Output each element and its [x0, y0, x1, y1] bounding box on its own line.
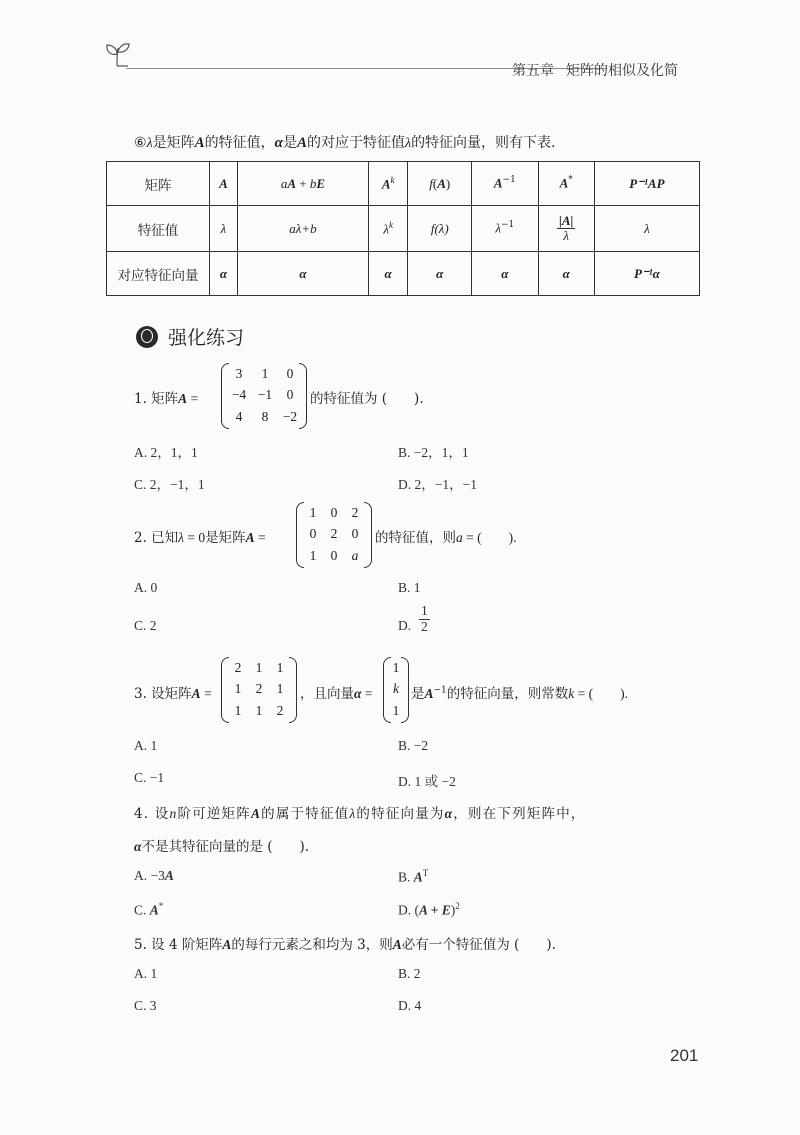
table-cell: f(λ) [408, 206, 472, 252]
option-d-fraction: $\frac{1}{2}$ [421, 603, 428, 634]
table-cell: aλ+b [238, 206, 369, 252]
question-3: 3. 设矩阵A = [134, 686, 212, 702]
intro-text: 的对应于特征值 [306, 135, 405, 151]
table-cell: A* [538, 162, 594, 206]
q1-matrix: 3 1 0 −4 −1 0 4 8 −2 [221, 363, 307, 429]
page-number: 201 [670, 1046, 699, 1065]
question-4-line1: 4. 设n阶可逆矩阵A的属于特征值λ的特征向量为α，则在下列矩阵中， [134, 806, 586, 822]
option-b: B. 1 [398, 580, 421, 595]
option-a: A. 1 [134, 966, 158, 981]
row-header: 特征值 [107, 206, 210, 252]
table-cell: α [538, 252, 594, 296]
table-cell: $A^k$ [368, 162, 408, 206]
matrix-symbol: A [296, 135, 307, 151]
option-a: A. −3A [134, 868, 174, 883]
question-3-tail: 是$A^{-1}$的特征向量，则常数k = ( ). [411, 685, 629, 702]
table-cell: $\lambda^k$ [368, 206, 408, 252]
table-cell: λ [594, 206, 699, 252]
section-title: 强化练习 [168, 328, 245, 349]
chapter-name: 矩阵的相似及化简 [566, 62, 678, 78]
option-c: C. −1 [134, 770, 165, 785]
question-2-tail: 的特征值，则a = ( ). [375, 530, 517, 546]
table-cell: aA + bE [238, 162, 369, 206]
eigen-property-table [106, 161, 700, 296]
circled-number: ⑥ [134, 135, 147, 151]
lambda-symbol: λ [404, 136, 412, 151]
q2-matrix: 1 0 2 0 2 0 1 0 a [296, 502, 372, 568]
table-cell: α [238, 252, 369, 296]
option-d: D. 2，−1，−1 [398, 477, 477, 492]
option-a: A. 0 [134, 580, 158, 595]
option-c: C. A* [134, 901, 164, 918]
section-badge-icon [136, 326, 158, 348]
table-cell: P⁻¹α [594, 252, 699, 296]
option-b: B. −2 [398, 738, 429, 753]
question-1-tail: 的特征值为 ( ). [310, 391, 424, 407]
row-header: 矩阵 [107, 162, 210, 206]
table-cell: f(A) [408, 162, 472, 206]
table-cell: P⁻¹AP [594, 162, 699, 206]
table-row-matrix [107, 162, 700, 206]
question-4-line2: α不是其特征向量的是 ( ). [134, 839, 310, 855]
table-cell: $A^{-1}$ [472, 162, 538, 206]
question-5: 5. 设 4 阶矩阵A的每行元素之和均为 3，则A必有一个特征值为 ( ). [134, 937, 556, 953]
option-c: C. 2 [134, 618, 157, 633]
table-cell: $\lambda^{-1}$ [472, 206, 538, 252]
option-c: C. 3 [134, 998, 157, 1013]
option-c: C. 2，−1，1 [134, 477, 205, 492]
option-d: D. 4 [398, 998, 422, 1013]
row-header: 对应特征向量 [107, 252, 210, 296]
question-3-mid: ，且向量α = [300, 686, 373, 702]
intro-text: 的特征值， [204, 135, 275, 151]
alpha-symbol: α [274, 135, 283, 151]
intro-line [134, 132, 556, 152]
table-cell: α [472, 252, 538, 296]
table-cell: α [408, 252, 472, 296]
table-row-eigenvalue [107, 206, 700, 252]
table-cell: α [368, 252, 408, 296]
question-1: 1. 矩阵A = [134, 391, 199, 407]
option-b: B. −2，1，1 [398, 445, 469, 460]
option-b: B. $A^T$ [398, 868, 429, 885]
option-d: D. $(A + E)^2$ [398, 901, 460, 918]
leaf-icon [104, 40, 132, 70]
table-cell: A [210, 162, 238, 206]
option-a: A. 2，1，1 [134, 445, 198, 460]
table-cell: $\frac{|A|}{\lambda}$ [538, 206, 594, 252]
option-a: A. 1 [134, 738, 158, 753]
chapter-heading [512, 60, 678, 80]
table-row-vector [107, 252, 700, 296]
option-b: B. 2 [398, 966, 421, 981]
table-cell: λ [210, 206, 238, 252]
matrix-symbol: A [194, 135, 205, 151]
intro-text: 的特征向量，则有下表. [411, 135, 556, 151]
chapter-number: 第五章 [512, 62, 554, 78]
q3-vector: 1 k 1 [383, 657, 409, 723]
lambda-symbol: λ [146, 136, 153, 151]
intro-text: 是 [282, 135, 297, 151]
table-cell: α [210, 252, 238, 296]
option-d: D. [398, 618, 412, 633]
q3-matrix: 2 1 1 1 2 1 1 1 2 [221, 657, 297, 723]
intro-text: 是矩阵 [152, 135, 195, 151]
question-2: 2. 已知λ = 0是矩阵A = [134, 530, 266, 546]
option-d: D. 1 或 −2 [398, 774, 456, 789]
